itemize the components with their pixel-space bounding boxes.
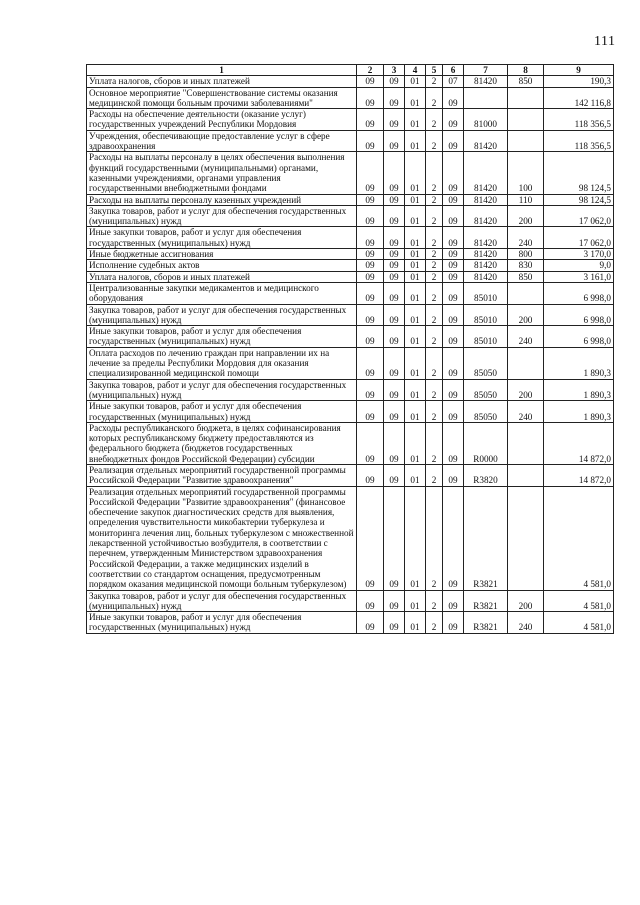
row-amount: 14 872,0 — [544, 464, 614, 486]
code-expense-type — [508, 464, 544, 486]
table-row — [87, 401, 614, 423]
code-section: 09 — [384, 401, 405, 423]
code-expense-type: 110 — [508, 194, 544, 205]
row-name: Расходы на выплаты персоналу в целях обеспечения выполнения функций государственными (муниципальными) органами, казенными учреждениями, органами управления государственными внебюджетными фондами — [87, 152, 357, 194]
row-amount: 142 116,8 — [544, 87, 614, 109]
code-target-article: R3820 — [464, 464, 508, 486]
code-subsection: 01 — [405, 401, 426, 423]
code-subprogram: 09 — [443, 379, 464, 401]
table-row — [87, 87, 614, 109]
code-expense-type: 850 — [508, 271, 544, 282]
code-target-article: 85010 — [464, 304, 508, 326]
code-subsection: 01 — [405, 152, 426, 194]
row-amount: 118 356,5 — [544, 109, 614, 131]
row-amount: 98 124,5 — [544, 194, 614, 205]
code-program: 2 — [426, 401, 443, 423]
code-subprogram: 09 — [443, 347, 464, 379]
row-name: Иные закупки товаров, работ и услуг для обеспечения государственных (муниципальных) нужд — [87, 401, 357, 423]
table-row — [87, 590, 614, 612]
row-name: Реализация отдельных мероприятий государственной программы Российской Федерации "Развитие здравоохранения" — [87, 464, 357, 486]
row-name: Иные закупки товаров, работ и услуг для обеспечения государственных (муниципальных) нужд — [87, 326, 357, 348]
code-program: 2 — [426, 347, 443, 379]
code-subsection: 01 — [405, 612, 426, 634]
column-header: 4 — [405, 65, 426, 76]
table-row — [87, 422, 614, 464]
code-program: 2 — [426, 304, 443, 326]
row-name: Расходы на обеспечение деятельности (оказание услуг) государственных учреждений Республики Мордовия — [87, 109, 357, 131]
code-expense-type — [508, 422, 544, 464]
code-expense-type — [508, 486, 544, 590]
row-amount: 6 998,0 — [544, 282, 614, 304]
code-subsection: 01 — [405, 130, 426, 152]
code-program: 2 — [426, 130, 443, 152]
code-chapter: 09 — [357, 422, 384, 464]
code-expense-type: 200 — [508, 205, 544, 227]
row-amount: 14 872,0 — [544, 422, 614, 464]
code-chapter: 09 — [357, 249, 384, 260]
row-amount: 6 998,0 — [544, 304, 614, 326]
code-subsection: 01 — [405, 87, 426, 109]
code-subprogram: 09 — [443, 152, 464, 194]
code-subprogram: 09 — [443, 304, 464, 326]
row-name: Уплата налогов, сборов и иных платежей — [87, 76, 357, 87]
row-name: Исполнение судебных актов — [87, 260, 357, 271]
table-row — [87, 249, 614, 260]
code-target-article: 81420 — [464, 76, 508, 87]
column-header: 2 — [357, 65, 384, 76]
code-expense-type: 240 — [508, 612, 544, 634]
column-header: 5 — [426, 65, 443, 76]
code-expense-type: 240 — [508, 326, 544, 348]
code-expense-type: 240 — [508, 227, 544, 249]
code-subsection: 01 — [405, 205, 426, 227]
row-name: Расходы на выплаты персоналу казенных учреждений — [87, 194, 357, 205]
row-amount: 118 356,5 — [544, 130, 614, 152]
code-subprogram: 07 — [443, 76, 464, 87]
code-target-article — [464, 87, 508, 109]
row-name: Закупка товаров, работ и услуг для обеспечения государственных (муниципальных) нужд — [87, 379, 357, 401]
code-section: 09 — [384, 260, 405, 271]
row-amount: 190,3 — [544, 76, 614, 87]
code-chapter: 09 — [357, 304, 384, 326]
code-program: 2 — [426, 87, 443, 109]
code-program: 2 — [426, 612, 443, 634]
code-program: 2 — [426, 326, 443, 348]
code-target-article: 85050 — [464, 379, 508, 401]
code-section: 09 — [384, 249, 405, 260]
table-row — [87, 76, 614, 87]
row-amount: 17 062,0 — [544, 205, 614, 227]
row-name: Оплата расходов по лечению граждан при направлении их на лечение за пределы Республики Мордовия для оказания специализированной медицинской помощи — [87, 347, 357, 379]
budget-table — [86, 64, 614, 634]
code-expense-type: 800 — [508, 249, 544, 260]
code-expense-type: 830 — [508, 260, 544, 271]
code-chapter: 09 — [357, 612, 384, 634]
row-amount: 98 124,5 — [544, 152, 614, 194]
code-subsection: 01 — [405, 282, 426, 304]
table-row — [87, 486, 614, 590]
code-subsection: 01 — [405, 422, 426, 464]
header-row — [87, 65, 614, 76]
column-header: 9 — [544, 65, 614, 76]
row-amount: 1 890,3 — [544, 401, 614, 423]
column-header: 1 — [87, 65, 357, 76]
code-expense-type: 200 — [508, 590, 544, 612]
code-target-article: 81420 — [464, 249, 508, 260]
code-target-article: 85010 — [464, 326, 508, 348]
code-program: 2 — [426, 249, 443, 260]
code-subprogram: 09 — [443, 422, 464, 464]
code-target-article: 81420 — [464, 152, 508, 194]
code-subprogram: 09 — [443, 87, 464, 109]
code-subprogram: 09 — [443, 326, 464, 348]
code-section: 09 — [384, 109, 405, 131]
row-name: Учреждения, обеспечивающие предоставление услуг в сфере здравоохранения — [87, 130, 357, 152]
code-subprogram: 09 — [443, 109, 464, 131]
code-section: 09 — [384, 379, 405, 401]
code-subprogram: 09 — [443, 260, 464, 271]
code-section: 09 — [384, 347, 405, 379]
code-subsection: 01 — [405, 227, 426, 249]
code-section: 09 — [384, 590, 405, 612]
row-amount: 4 581,0 — [544, 590, 614, 612]
code-subsection: 01 — [405, 464, 426, 486]
row-name: Иные бюджетные ассигнования — [87, 249, 357, 260]
code-chapter: 09 — [357, 271, 384, 282]
column-header: 8 — [508, 65, 544, 76]
code-subprogram: 09 — [443, 205, 464, 227]
code-section: 09 — [384, 205, 405, 227]
code-subsection: 01 — [405, 304, 426, 326]
code-program: 2 — [426, 486, 443, 590]
row-amount: 6 998,0 — [544, 326, 614, 348]
column-header: 6 — [443, 65, 464, 76]
code-target-article: 81420 — [464, 194, 508, 205]
code-chapter: 09 — [357, 194, 384, 205]
row-name: Централизованные закупки медикаментов и медицинского оборудования — [87, 282, 357, 304]
code-target-article: 81000 — [464, 109, 508, 131]
table-row — [87, 612, 614, 634]
row-amount: 9,0 — [544, 260, 614, 271]
code-program: 2 — [426, 379, 443, 401]
code-subsection: 01 — [405, 109, 426, 131]
table-row — [87, 379, 614, 401]
code-chapter: 09 — [357, 205, 384, 227]
code-section: 09 — [384, 152, 405, 194]
code-program: 2 — [426, 260, 443, 271]
code-section: 09 — [384, 282, 405, 304]
row-name: Закупка товаров, работ и услуг для обеспечения государственных (муниципальных) нужд — [87, 304, 357, 326]
code-section: 09 — [384, 422, 405, 464]
code-subprogram: 09 — [443, 612, 464, 634]
code-subprogram: 09 — [443, 590, 464, 612]
code-expense-type: 200 — [508, 304, 544, 326]
row-name: Основное мероприятие "Совершенствование системы оказания медицинской помощи больным прочими заболеваниями" — [87, 87, 357, 109]
table-row — [87, 260, 614, 271]
code-target-article: 81420 — [464, 205, 508, 227]
row-name: Уплата налогов, сборов и иных платежей — [87, 271, 357, 282]
code-expense-type: 200 — [508, 379, 544, 401]
row-amount: 17 062,0 — [544, 227, 614, 249]
code-subsection: 01 — [405, 271, 426, 282]
code-subprogram: 09 — [443, 464, 464, 486]
code-target-article: 85050 — [464, 401, 508, 423]
table-row — [87, 152, 614, 194]
code-section: 09 — [384, 227, 405, 249]
table-row — [87, 227, 614, 249]
table-row — [87, 304, 614, 326]
code-expense-type — [508, 87, 544, 109]
code-program: 2 — [426, 152, 443, 194]
table-row — [87, 347, 614, 379]
code-section: 09 — [384, 76, 405, 87]
code-chapter: 09 — [357, 401, 384, 423]
code-subsection: 01 — [405, 260, 426, 271]
code-subprogram: 09 — [443, 271, 464, 282]
row-name: Расходы республиканского бюджета, в целях софинансирования которых республиканскому бюджету предоставляются из федерального бюджета (бюджетов государственных внебюджетных фондов Российской Федерации) субсидии — [87, 422, 357, 464]
column-header: 3 — [384, 65, 405, 76]
code-subprogram: 09 — [443, 194, 464, 205]
code-subsection: 01 — [405, 379, 426, 401]
column-header: 7 — [464, 65, 508, 76]
row-name: Иные закупки товаров, работ и услуг для обеспечения государственных (муниципальных) нужд — [87, 612, 357, 634]
code-chapter: 09 — [357, 282, 384, 304]
code-chapter: 09 — [357, 87, 384, 109]
code-subprogram: 09 — [443, 401, 464, 423]
table-row — [87, 109, 614, 131]
code-subsection: 01 — [405, 590, 426, 612]
code-subsection: 01 — [405, 249, 426, 260]
code-subprogram: 09 — [443, 130, 464, 152]
code-program: 2 — [426, 464, 443, 486]
code-section: 09 — [384, 304, 405, 326]
code-expense-type: 850 — [508, 76, 544, 87]
code-chapter: 09 — [357, 109, 384, 131]
code-subprogram: 09 — [443, 227, 464, 249]
code-target-article: 81420 — [464, 130, 508, 152]
code-subsection: 01 — [405, 486, 426, 590]
code-expense-type: 240 — [508, 401, 544, 423]
code-target-article: 81420 — [464, 227, 508, 249]
code-chapter: 09 — [357, 130, 384, 152]
code-chapter: 09 — [357, 464, 384, 486]
code-program: 2 — [426, 227, 443, 249]
table-row — [87, 130, 614, 152]
code-section: 09 — [384, 87, 405, 109]
code-program: 2 — [426, 271, 443, 282]
code-chapter: 09 — [357, 486, 384, 590]
code-target-article: R3821 — [464, 486, 508, 590]
row-name: Закупка товаров, работ и услуг для обеспечения государственных (муниципальных) нужд — [87, 590, 357, 612]
code-chapter: 09 — [357, 152, 384, 194]
code-chapter: 09 — [357, 379, 384, 401]
code-subsection: 01 — [405, 326, 426, 348]
code-target-article: R3821 — [464, 612, 508, 634]
code-target-article: R3821 — [464, 590, 508, 612]
code-section: 09 — [384, 194, 405, 205]
code-section: 09 — [384, 271, 405, 282]
row-amount: 4 581,0 — [544, 612, 614, 634]
row-amount: 3 170,0 — [544, 249, 614, 260]
table-row — [87, 271, 614, 282]
row-amount: 1 890,3 — [544, 347, 614, 379]
code-chapter: 09 — [357, 326, 384, 348]
code-chapter: 09 — [357, 227, 384, 249]
code-target-article: 85010 — [464, 282, 508, 304]
code-program: 2 — [426, 194, 443, 205]
code-section: 09 — [384, 130, 405, 152]
code-section: 09 — [384, 464, 405, 486]
code-expense-type: 100 — [508, 152, 544, 194]
code-expense-type — [508, 282, 544, 304]
code-program: 2 — [426, 205, 443, 227]
code-subsection: 01 — [405, 76, 426, 87]
code-expense-type — [508, 347, 544, 379]
code-program: 2 — [426, 109, 443, 131]
code-chapter: 09 — [357, 590, 384, 612]
code-target-article: 85050 — [464, 347, 508, 379]
row-amount: 1 890,3 — [544, 379, 614, 401]
code-target-article: 81420 — [464, 271, 508, 282]
page-number: 111 — [594, 34, 616, 49]
code-section: 09 — [384, 612, 405, 634]
code-subprogram: 09 — [443, 282, 464, 304]
code-subsection: 01 — [405, 347, 426, 379]
code-program: 2 — [426, 590, 443, 612]
code-program: 2 — [426, 422, 443, 464]
table-row — [87, 464, 614, 486]
code-section: 09 — [384, 326, 405, 348]
code-subprogram: 09 — [443, 486, 464, 590]
code-target-article: 81420 — [464, 260, 508, 271]
code-section: 09 — [384, 486, 405, 590]
code-chapter: 09 — [357, 260, 384, 271]
table-row — [87, 194, 614, 205]
table-row — [87, 205, 614, 227]
code-subprogram: 09 — [443, 249, 464, 260]
row-name: Реализация отдельных мероприятий государственной программы Российской Федерации "Развитие здравоохранения" (финансовое обеспечение закупок диагностических средств для выявления, определения чувствительности микобактерии туберкулеза и мониторинга лечения лиц, больных туберкулезом с множественной лекарственной устойчивостью возбудителя, в соответствии с перечнем, утвержденным Министерством здравоохранения Российской Федерации, а также медицинских изделий в соответствии со стандартом оснащения, предусмотренным порядком оказания медицинской помощи больным туберкулезом) — [87, 486, 357, 590]
code-program: 2 — [426, 76, 443, 87]
code-chapter: 09 — [357, 76, 384, 87]
table-row — [87, 326, 614, 348]
code-expense-type — [508, 109, 544, 131]
code-subsection: 01 — [405, 194, 426, 205]
code-program: 2 — [426, 282, 443, 304]
row-amount: 4 581,0 — [544, 486, 614, 590]
row-amount: 3 161,0 — [544, 271, 614, 282]
code-target-article: R0000 — [464, 422, 508, 464]
code-expense-type — [508, 130, 544, 152]
code-chapter: 09 — [357, 347, 384, 379]
row-name: Иные закупки товаров, работ и услуг для обеспечения государственных (муниципальных) нужд — [87, 227, 357, 249]
table-row — [87, 282, 614, 304]
row-name: Закупка товаров, работ и услуг для обеспечения государственных (муниципальных) нужд — [87, 205, 357, 227]
